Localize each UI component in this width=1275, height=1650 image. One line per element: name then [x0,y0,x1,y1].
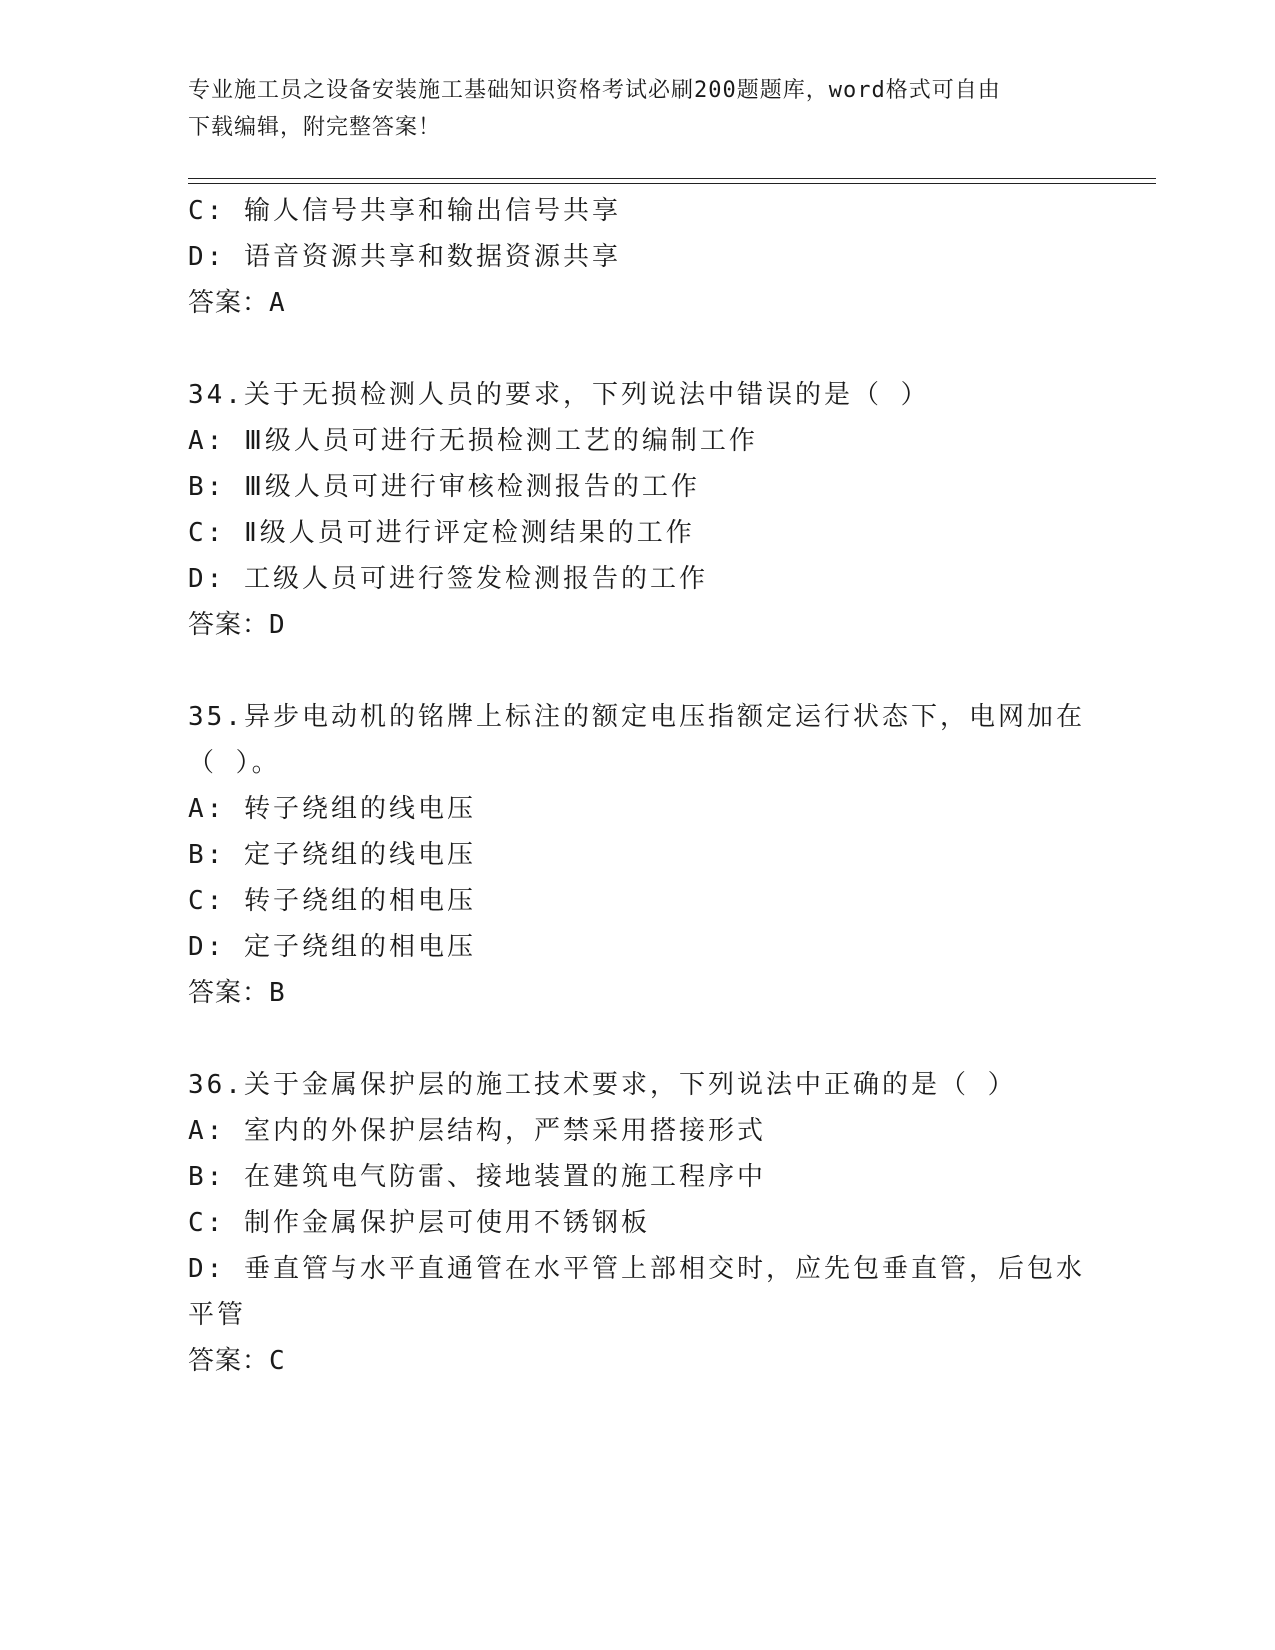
question-block-prev [188,188,1088,326]
option-c: C: 输人信号共享和输出信号共享 [188,196,621,226]
option-c: C: Ⅱ级人员可进行评定检测结果的工作 [188,518,695,548]
answer-label: 答案： [188,1346,270,1376]
answer-line [188,970,1088,1016]
answer-line [188,602,1088,648]
header-divider-top [188,178,1156,179]
answer-label: 答案： [188,978,270,1008]
question-block-36 [188,1062,1088,1384]
header-line-1: 专业施工员之设备安装施工基础知识资格考试必刷200题题库，word格式可自由 [188,78,1001,103]
option-c: C: 制作金属保护层可使用不锈钢板 [188,1208,650,1238]
answer-label: 答案： [188,610,270,640]
option-d: D: 定子绕组的相电压 [188,932,476,962]
header-line-2: 下载编辑，附完整答案！ [188,115,442,140]
answer-value: A [269,288,286,318]
question-stem: 36.关于金属保护层的施工技术要求，下列说法中正确的是（ ） [188,1070,1017,1100]
option-a: A: 转子绕组的线电压 [188,794,476,824]
answer-value: D [269,610,286,640]
answer-line [188,280,1088,326]
answer-label: 答案： [188,288,270,318]
answer-value: C [269,1346,286,1376]
option-a: A: 室内的外保护层结构，严禁采用搭接形式 [188,1116,766,1146]
option-b: B: 在建筑电气防雷、接地装置的施工程序中 [188,1162,766,1192]
question-block-34 [188,372,1088,648]
question-stem: 35.异步电动机的铭牌上标注的额定电压指额定运行状态下，电网加在（ ）。 [188,702,1085,778]
question-block-35 [188,694,1088,1016]
option-c: C: 转子绕组的相电压 [188,886,476,916]
question-list [188,188,1088,1384]
option-d: D: 语音资源共享和数据资源共享 [188,242,621,272]
option-b: B: Ⅲ级人员可进行审核检测报告的工作 [188,472,700,502]
answer-value: B [269,978,286,1008]
header-divider-bottom [188,183,1156,184]
option-d: D: 工级人员可进行签发检测报告的工作 [188,564,708,594]
option-a: A: Ⅲ级人员可进行无损检测工艺的编制工作 [188,426,758,456]
answer-line [188,1338,1088,1384]
option-d: D: 垂直管与水平直通管在水平管上部相交时，应先包垂直管，后包水平管 [188,1254,1085,1330]
option-b: B: 定子绕组的线电压 [188,840,476,870]
document-header [188,72,1088,146]
question-stem: 34.关于无损检测人员的要求，下列说法中错误的是（ ） [188,380,930,410]
